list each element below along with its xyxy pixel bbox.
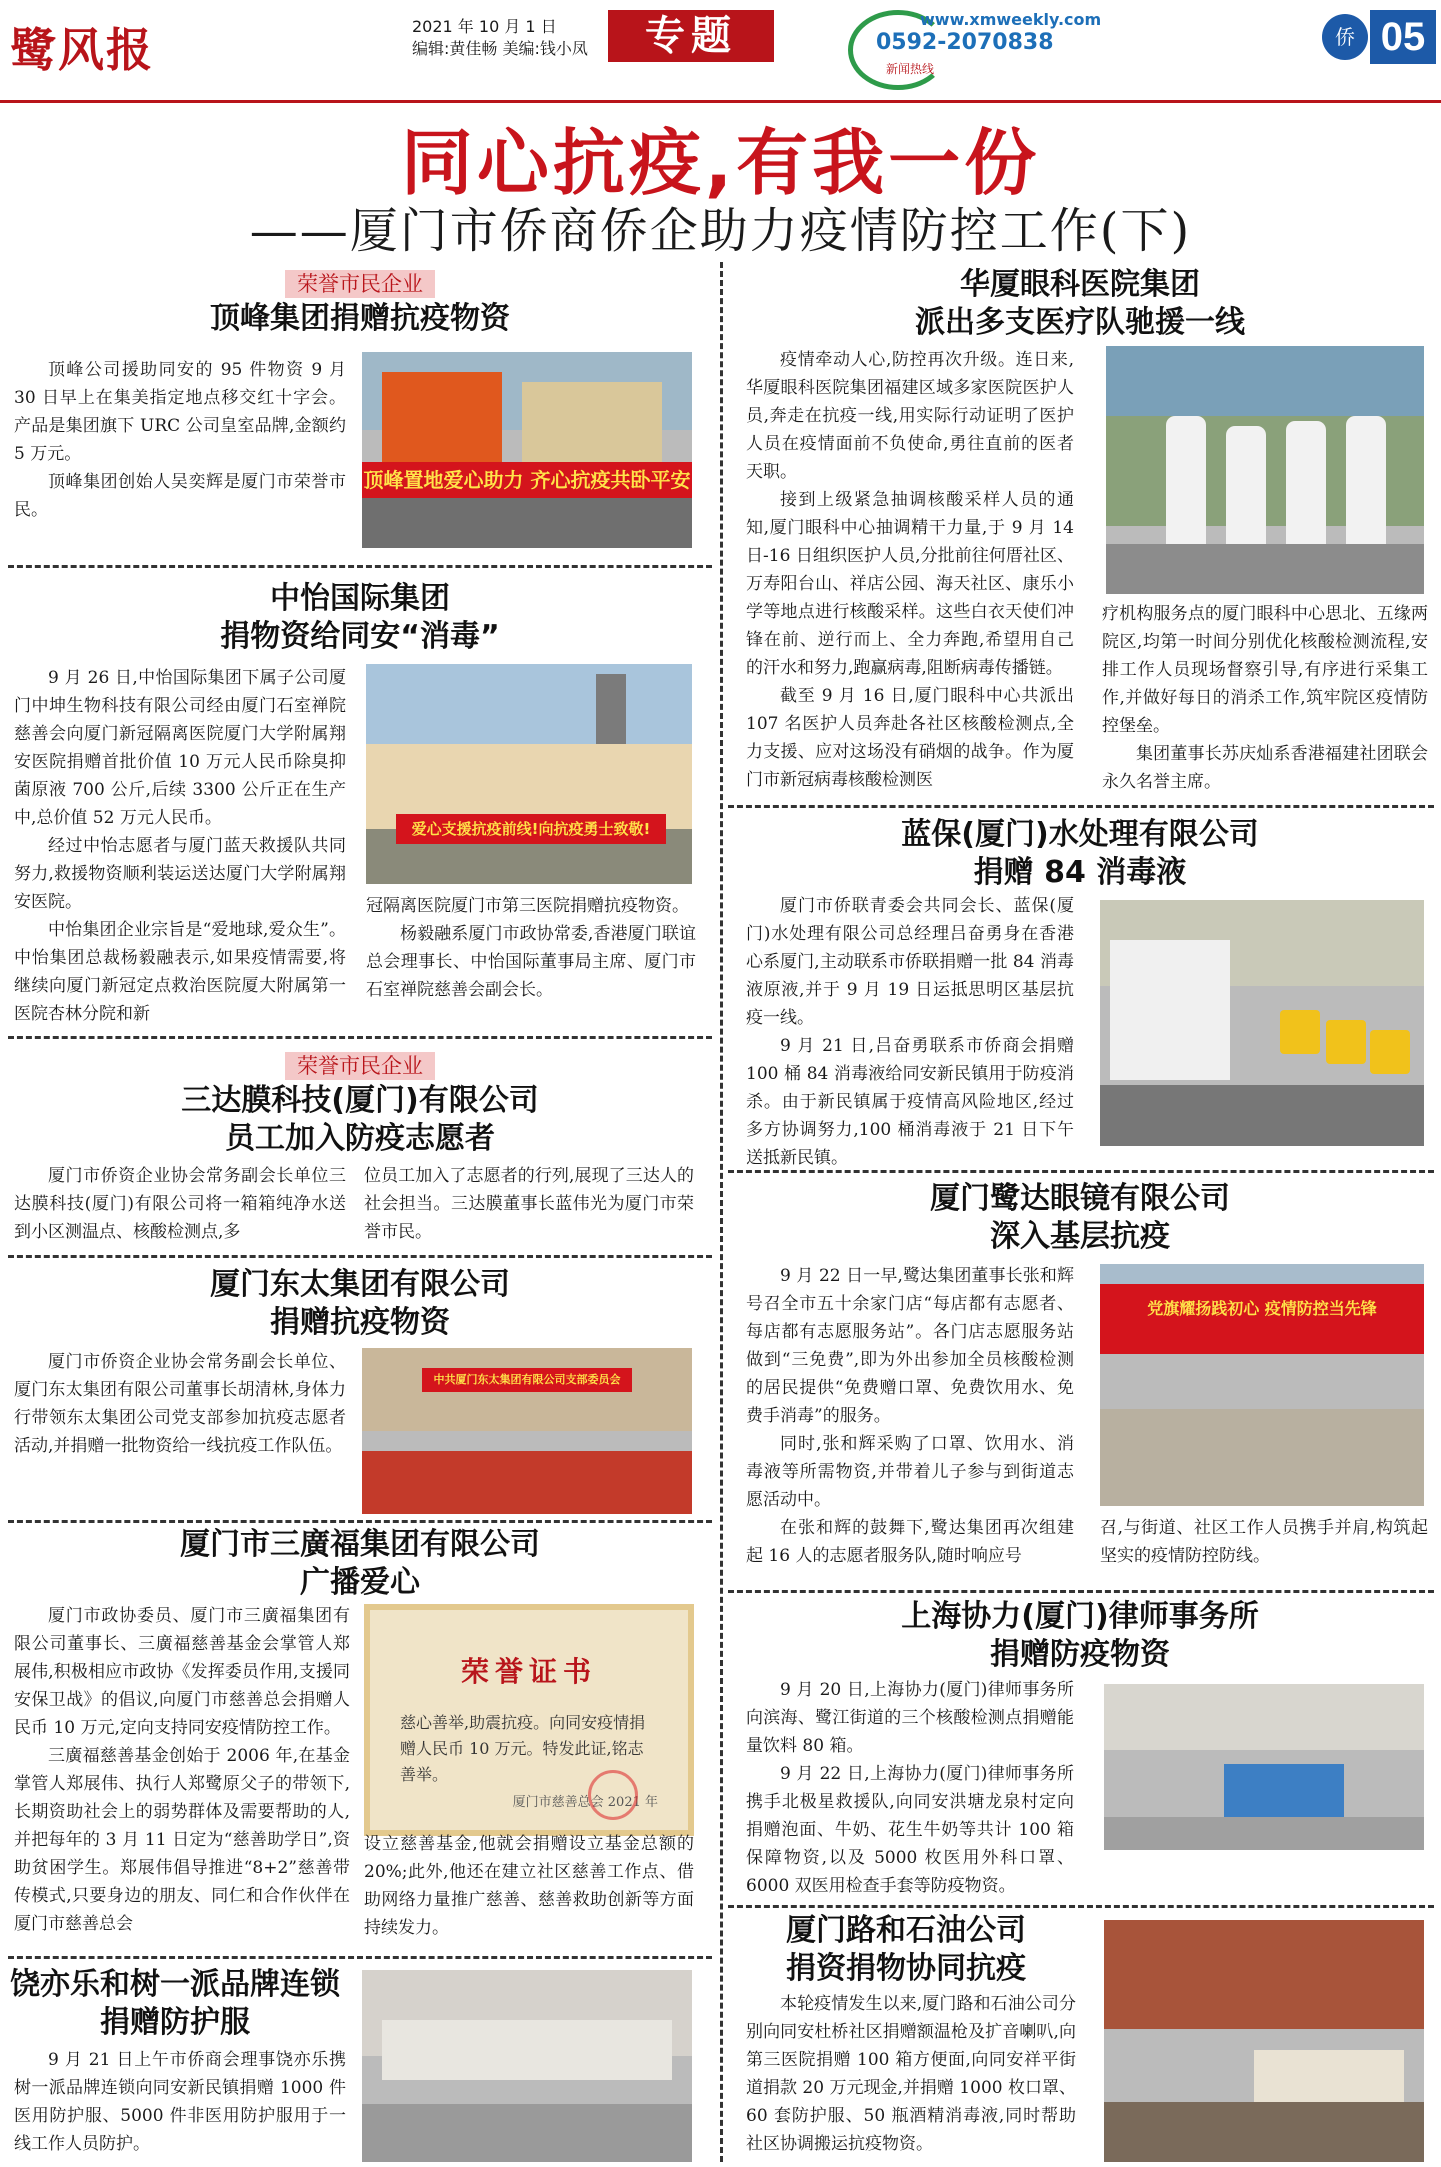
paragraph: 9 月 21 日上午市侨商会理事饶亦乐携树一派品牌连锁向同安新民镇捐赠 1000 件医用防护服、5000 件非医用防护服用于一线工作人员防护。 [14,2050,346,2154]
paragraph: 9 月 20 日,上海协力(厦门)律师事务所向滨海、鹭江街道的三个核酸检测点捐赠能量饮料 80 箱。 [746,1680,1074,1756]
article-separator [8,565,712,568]
title-line: 厦门鹭达眼镜有限公司 [930,1181,1230,1216]
photo-banner: 中共厦门东太集团有限公司支部委员会 [422,1368,632,1392]
photo-banner: 顶峰置地爱心助力 齐心抗疫共卧平安 [362,462,692,498]
paragraph: 截至 9 月 16 日,厦门眼科中心共派出 107 名医护人员奔赴各社区核酸检测点,全力支援、应对这场没有硝烟的战争。作为厦门市新冠病毒核酸检测医 [746,686,1074,790]
article-photo [362,1348,692,1514]
article-body [746,1676,1074,1900]
page-headline: 同心抗疫,有我一份 [400,121,1041,205]
paragraph: 位员工加入了志愿者的行列,展现了三达人的社会担当。三达膜董事长蓝伟光为厦门市荣誉市民。 [364,1166,694,1242]
paragraph: 同时,张和辉采购了口罩、饮用水、消毒液等所需物资,并带着儿子参与到街道志愿活动中。 [746,1434,1074,1510]
paragraph: 厦门市政协委员、厦门市三廣福集团有限公司董事长、三廣福慈善基金会掌管人郑展伟,积极相应市政协《发挥委员作用,支援同安保卫战》的倡议,向厦门市慈善总会捐赠人民币 10 万元,定向支持同安疫情防控工作。 [14,1606,350,1738]
title-line: 厦门东太集团有限公司 [210,1267,510,1302]
article-separator [728,1905,1434,1908]
article-tag-wrap [0,268,720,298]
article-separator [728,1590,1434,1593]
article-body [746,1262,1074,1570]
paragraph: 厦门市侨资企业协会常务副会长单位三达膜科技(厦门)有限公司将一箱箱纯净水送到小区测温点、核酸检测点,多 [14,1166,346,1242]
title-line: 员工加入防疫志愿者 [225,1121,495,1156]
title-line: 深入基层抗疫 [990,1219,1170,1254]
article-body-continued [366,892,696,1004]
paragraph: 中怡集团企业宗旨是“爱地球,爱众生”。中怡集团总裁杨毅融表示,如果疫情需要,将继续向厦门新冠定点救治医院厦大附属第一医院杏林分院和新 [14,920,346,1024]
article-title [0,1082,720,1158]
article-separator [728,1170,1434,1173]
article-title [0,1526,720,1602]
certificate-text: 慈心善举,助震抗疫。向同安疫情捐赠人民币 10 万元。特发此证,铭志善举。 [400,1713,646,1784]
title-line: 捐资捐物协同抗疫 [786,1951,1026,1986]
paragraph: 疫情牵动人心,防控再次升级。连日来,华厦眼科医院集团福建区域多家医院医护人员,奔走在抗疫一线,用实际行动证明了医护人员在疫情面前不负使命,勇往直前的医者天职。 [746,350,1074,482]
seal-stamp-icon [588,1770,638,1820]
article-body [746,1990,1076,2158]
title-line: 捐赠抗疫物资 [270,1305,450,1340]
honor-certificate [364,1604,694,1836]
editor-credits: 编辑:黄佳畅 美编:钱小凤 [412,39,588,58]
title-line: 三达膜科技(厦门)有限公司 [181,1083,539,1118]
article-photo [1100,1264,1424,1506]
paragraph: 疗机构服务点的厦门眼科中心思北、五缘两院区,均第一时间分别优化核酸检测流程,安排工作人员现场督察引导,有序进行采集工作,并做好每日的消杀工作,筑牢院区疫情防控堡垒。 [1102,604,1428,736]
article-body [14,1162,346,1246]
title-line: 中怡国际集团 [270,581,450,616]
paragraph: 厦门市侨联青委会共同会长、蓝保(厦门)水处理有限公司总经理吕奋勇身在香港心系厦门,主动联系市侨联捐赠一批 84 消毒液原液,并于 9 月 19 日运抵思明区基层抗疫一线。 [746,896,1074,1028]
title-line: 派出多支医疗队驰援一线 [915,305,1245,340]
article-title: 顶峰集团捐赠抗疫物资 [210,301,510,336]
article-photo [1100,900,1424,1146]
article-photo [1104,1684,1424,1850]
article-body [14,1602,350,1938]
article-tag: 荣誉市民企业 [285,270,435,298]
article-body [14,664,346,1028]
paragraph: 顶峰集团创始人吴奕辉是厦门市荣誉市民。 [14,472,346,520]
article-photo [366,664,692,884]
title-line: 广播爱心 [300,1565,420,1600]
paragraph: 召,与街道、社区工作人员携手并肩,构筑起坚实的疫情防控防线。 [1100,1518,1428,1566]
title-line: 捐赠防疫物资 [990,1637,1170,1672]
photo-banner: 党旗耀扬践初心 疫情防控当先锋 [1147,1299,1377,1318]
photo-banner: 爱心支援抗疫前线!向抗疫勇士致敬! [396,814,666,844]
title-line: 捐赠防护服 [100,2005,250,2040]
certificate-title: 荣誉证书 [460,1655,597,1688]
article-separator [8,1255,712,1258]
paragraph: 顶峰公司援助同安的 95 件物资 9 月 30 日早上在集美指定地点移交红十字会。产品是集团旗下 URC 公司皇室品牌,金额约 5 万元。 [14,360,346,464]
paragraph: 厦门市侨资企业协会常务副会长单位、厦门东太集团有限公司董事长胡清林,身体力行带领东太集团公司党支部参加抗疫志愿者活动,并捐赠一批物资给一线抗疫工作队伍。 [14,1352,346,1456]
hotline-phone: 0592-2070838 [876,30,1054,55]
article-body [14,1348,346,1460]
paragraph: 在张和辉的鼓舞下,鹭达集团再次组建起 16 人的志愿者服务队,随时响应号 [746,1518,1074,1566]
article-title [730,1598,1430,1674]
issue-date: 2021 年 10 月 1 日 [412,17,557,36]
article-separator [8,1956,712,1959]
paragraph: 经过中怡志愿者与厦门蓝天救援队共同努力,救援物资顺利装运送达厦门大学附属翔安医院。 [14,836,346,912]
article-body-continued [1102,600,1428,796]
column-divider [720,262,723,2162]
article-body-continued [364,1162,694,1246]
article-title [736,1912,1076,1988]
article-body-continued [1100,1514,1428,1570]
article-tag-wrap [0,1050,720,1080]
title-line: 饶亦乐和树一派品牌连锁 [10,1967,340,2002]
paragraph: 集团董事长苏庆灿系香港福建社团联会永久名誉主席。 [1102,744,1428,792]
article-body [746,892,1074,1172]
article-body [746,346,1074,794]
title-line: 厦门市三廣福集团有限公司 [180,1527,540,1562]
article-title [730,266,1430,342]
newspaper-logo: 鹭风报 [10,23,154,77]
paragraph: 本轮疫情发生以来,厦门路和石油公司分别向同安杜桥社区捐赠额温枪及扩音喇叭,向第三医院捐赠 100 箱方便面,向同安祥平街道捐款 20 万元现金,并捐赠 1000 枚口罩、60 套防护服、50 瓶酒精消毒液,同时帮助社区协调搬运抗疫物资。 [746,1994,1076,2154]
title-line: 上海协力(厦门)律师事务所 [901,1599,1259,1634]
article-photo [362,1970,692,2162]
article-photo [1106,346,1424,594]
title-line: 厦门路和石油公司 [786,1913,1026,1948]
title-line: 捐赠 84 消毒液 [973,855,1187,890]
paragraph: 设立慈善基金,他就会捐赠设立基金总额的 20%;此外,他还在建立社区慈善工作点、借助网络力量推广慈善、慈善救助创新等方面持续发力。 [364,1834,694,1938]
section-badge-icon: 侨 [1322,14,1368,60]
article-title [0,1266,720,1342]
section-label: 专题 [608,10,774,62]
paragraph: 9 月 26 日,中怡国际集团下属子公司厦门中坤生物科技有限公司经由厦门石室禅院慈善会向厦门新冠隔离医院厦门大学附属翔安医院捐赠首批价值 10 万元人民币除臭抑菌原液 700 公斤,后续 3300 公斤正在生产中,总价值 52 万元人民币。 [14,668,346,828]
page-subheadline: ——厦门市侨商侨企助力疫情防控工作(下) [249,203,1192,259]
paragraph: 三廣福慈善基金创始于 2006 年,在基金掌管人郑展伟、执行人郑鹭原父子的带领下,长期资助社会上的弱势群体及需要帮助的人,并把每年的 3 月 11 日定为“慈善助学日”,资助贫困学生。郑展伟倡导推进“8+2”慈善带传模式,只要身边的朋友、同仁和合作伙伴在厦门市慈善总会 [14,1746,350,1934]
article-title [730,1180,1430,1256]
website-url: www.xmweekly.com [920,10,1102,29]
article-photo [1104,1920,1424,2162]
paragraph: 杨毅融系厦门市政协常委,香港厦门联谊总会理事长、中怡国际董事局主席、厦门市石室禅院慈善会副会长。 [366,924,696,1000]
article-photo [362,352,692,548]
article-body [14,2046,346,2158]
article-body-continued [364,1830,694,1942]
article-separator [728,805,1434,808]
title-line: 华厦眼科医院集团 [960,267,1200,302]
article-separator [8,1036,712,1039]
paragraph: 9 月 22 日,上海协力(厦门)律师事务所携手北极星救援队,向同安洪塘龙泉村定向捐赠泡面、牛奶、花生牛奶等共计 100 箱保障物资,以及 5000 枚医用外科口罩、6000 双医用检查手套等防疫物资。 [746,1764,1074,1896]
title-line: 捐物资给同安“消毒” [220,619,500,654]
article-separator [8,1520,712,1523]
title-line: 蓝保(厦门)水处理有限公司 [901,817,1259,852]
article-body [14,356,346,524]
dateline [412,16,588,60]
paragraph: 接到上级紧急抽调核酸采样人员的通知,厦门眼科中心抽调精干力量,于 9 月 14 日-16 日组织医护人员,分批前往何厝社区、万寿阳台山、祥店公园、海天社区、康乐小学等地点进行核酸采样。这些白衣天使们冲锋在前、逆行而上、全力奔跑,希望用自己的汗水和努力,跑赢病毒,阻断病毒传播链。 [746,490,1074,678]
paragraph: 冠隔离医院厦门市第三医院捐赠抗疫物资。 [366,896,689,916]
paragraph: 9 月 21 日,吕奋勇联系市侨商会捐赠 100 桶 84 消毒液给同安新民镇用于防疫消杀。由于新民镇属于疫情高风险地区,经过多方协调努力,100 桶消毒液于 21 日下午送抵新民镇。 [746,1036,1074,1168]
certificate-signature: 厦门市慈善总会 2021 年 [512,1795,658,1810]
hotline-label: 新闻热线 [886,62,935,76]
page-number: 05 [1370,10,1436,64]
paragraph: 9 月 22 日一早,鹭达集团董事长张和辉号召全市五十余家门店“每店都有志愿者、每店都有志愿服务站”。各门店志愿服务站做到“三免费”,即为外出参加全员核酸检测的居民提供“免费赠口罩、免费饮用水、免费手消毒”的服务。 [746,1266,1074,1426]
article-title [0,580,720,656]
article-title [730,816,1430,892]
article-tag: 荣誉市民企业 [285,1052,435,1080]
article-title [10,1966,340,2042]
